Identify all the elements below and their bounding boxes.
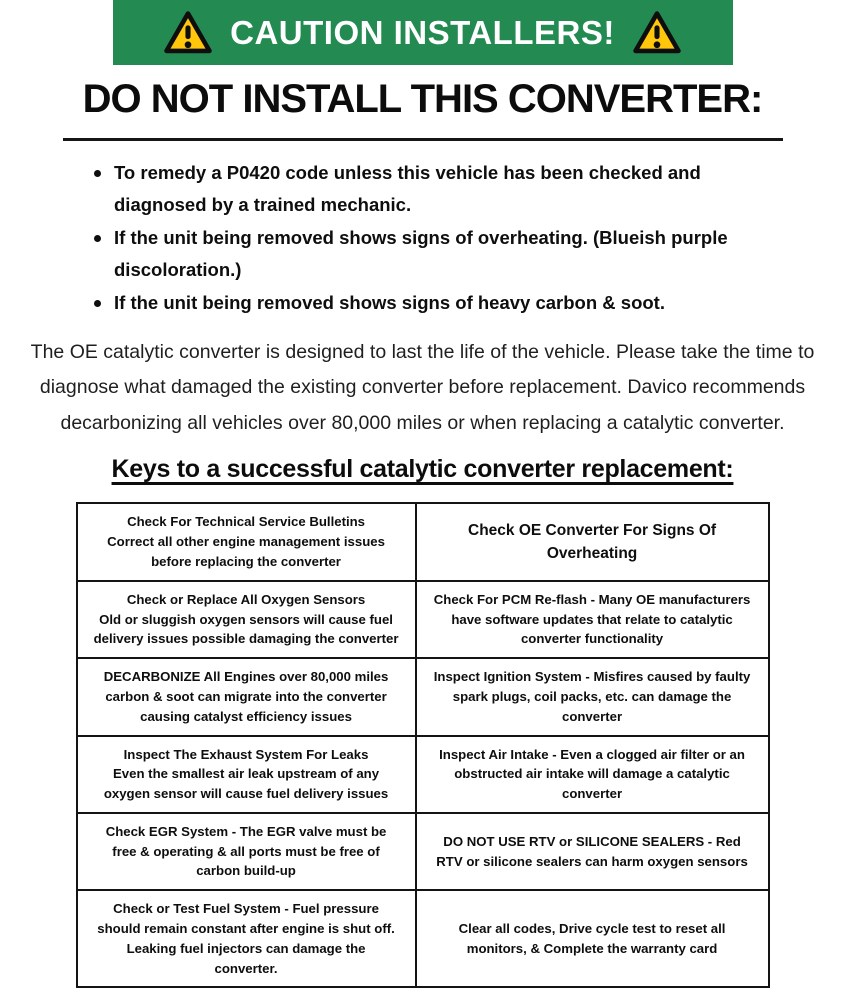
cell-title: Check EGR System - The EGR valve must be free & operating & all ports must be free of carbon build-up: [105, 823, 387, 879]
table-row: [77, 813, 769, 890]
keys-table: [76, 502, 770, 988]
cell-title: Check or Replace All Oxygen Sensors: [126, 591, 366, 607]
table-cell: [77, 503, 416, 580]
cell-title: Inspect Air Intake - Even a clogged air filter or an obstructed air intake will damage a catalytic converter: [439, 746, 745, 802]
warning-triangle-icon: [162, 10, 214, 56]
warning-list-item: If the unit being removed shows signs of overheating. (Blueish purple discoloration.): [88, 222, 778, 287]
table-row: [77, 581, 769, 658]
warning-list-item: If the unit being removed shows signs of heavy carbon & soot.: [88, 287, 778, 319]
caution-banner: [113, 0, 733, 65]
divider-line: [63, 138, 783, 141]
table-cell: [77, 890, 416, 987]
banner-title: CAUTION INSTALLERS!: [230, 13, 615, 51]
cell-title: Check OE Converter For Signs Of Overheating: [468, 521, 717, 563]
table-cell: [77, 658, 416, 735]
table-cell: [77, 736, 416, 813]
cell-title: DECARBONIZE All Engines over 80,000 miles carbon & soot can migrate into the converter causing catalyst efficiency issues: [103, 669, 389, 724]
page-title: DO NOT INSTALL THIS CONVERTER:: [82, 77, 763, 121]
table-row: [77, 503, 769, 580]
cell-detail: Old or sluggish oxygen sensors will cause fuel delivery issues possible damaging the converter: [93, 611, 399, 647]
cell-title: Check For PCM Re-flash - Many OE manufacturers have software updates that relate to catalytic converter functionality: [433, 591, 751, 647]
table-cell: [416, 890, 769, 987]
table-cell: [77, 581, 416, 658]
warning-list-item: To remedy a P0420 code unless this vehicle has been checked and diagnosed by a trained mechanic.: [88, 157, 778, 222]
keys-heading: Keys to a successful catalytic converter replacement:: [111, 455, 734, 484]
cell-detail: Correct all other engine management issues before replacing the converter: [107, 534, 385, 569]
cell-title: Check or Test Fuel System - Fuel pressure should remain constant after engine is shut off. Leaking fuel injectors can damage the converter.: [97, 901, 395, 976]
cell-title: Check For Technical Service Bulletins: [127, 514, 366, 530]
table-cell: [77, 813, 416, 890]
table-cell: [416, 813, 769, 890]
table-cell: [416, 581, 769, 658]
cell-title: DO NOT USE RTV or SILICONE SEALERS - Red RTV or silicone sealers can harm oxygen sensors: [436, 833, 748, 869]
table-row: [77, 658, 769, 735]
warning-list: [88, 157, 778, 319]
table-cell: [416, 658, 769, 735]
intro-paragraph: The OE catalytic converter is designed to last the life of the vehicle. Please take the time to diagnose what damaged the existing converter before replacement. Davico recommends decarbonizing all vehicles over 80,000 miles or when replacing a catalytic converter.: [30, 340, 815, 434]
table-row: [77, 890, 769, 987]
cell-title: Clear all codes, Drive cycle test to reset all monitors, & Complete the warranty card: [458, 921, 726, 956]
table-cell: [416, 736, 769, 813]
table-row: [77, 736, 769, 813]
cell-title: Inspect The Exhaust System For Leaks: [123, 746, 369, 762]
table-cell: [416, 503, 769, 580]
warning-triangle-icon: [631, 10, 683, 56]
cell-detail: Even the smallest air leak upstream of any oxygen sensor will cause fuel delivery issues: [103, 766, 389, 802]
cell-title: Inspect Ignition System - Misfires caused by faulty spark plugs, coil packs, etc. can damage the converter: [433, 669, 751, 724]
